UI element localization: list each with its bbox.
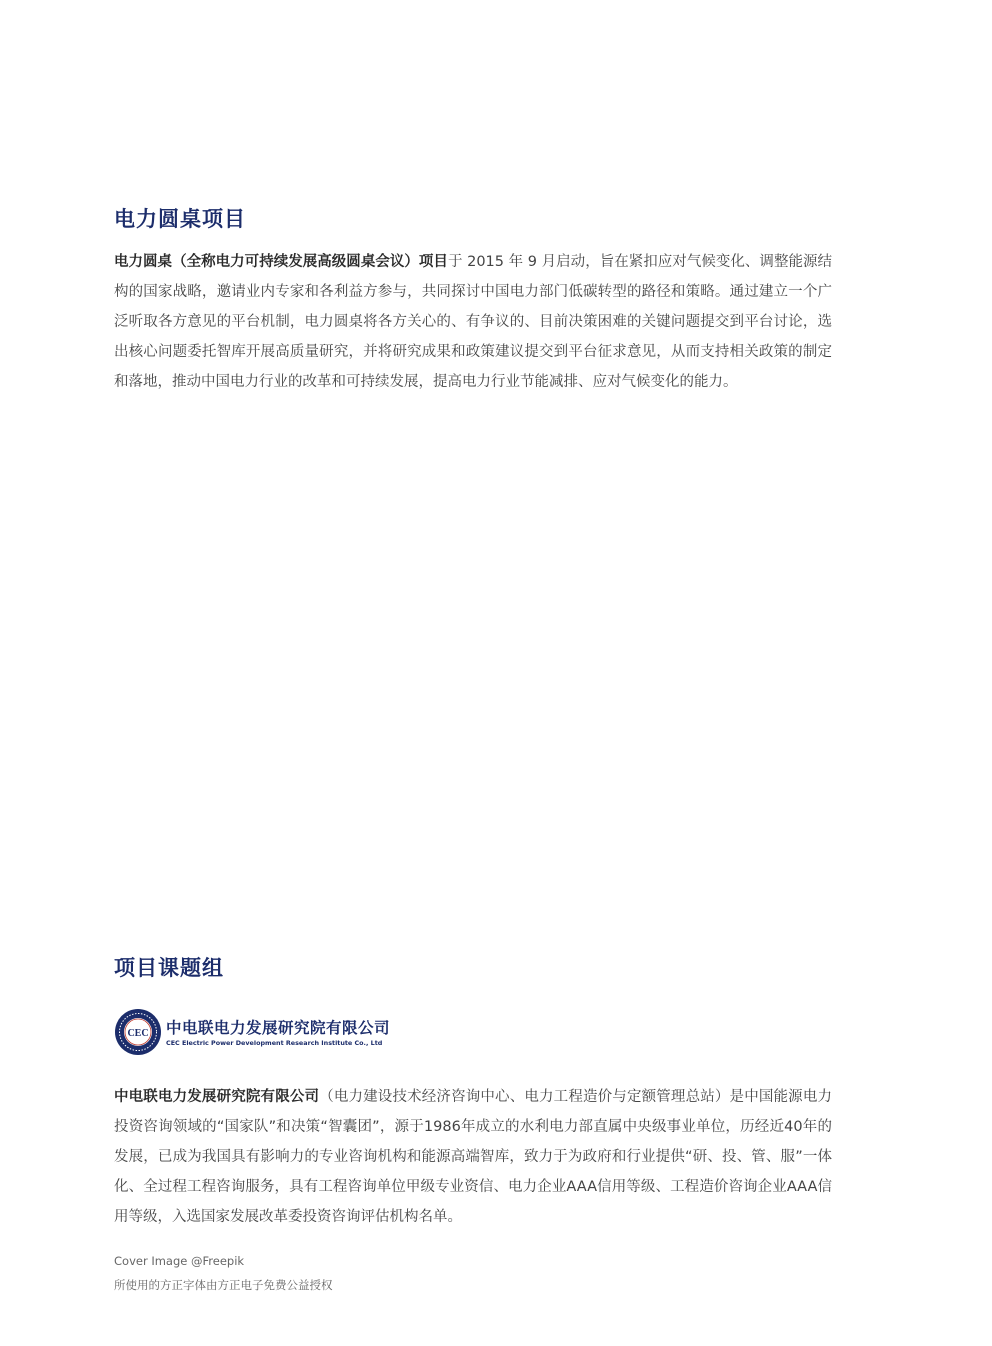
cec-logo: [114, 1008, 414, 1058]
institute-lead: 中电联电力发展研究院有限公司: [114, 1089, 320, 1105]
roundtable-lead: 电力圆桌（全称电力可持续发展高级圆桌会议）项目: [114, 254, 448, 270]
cover-image-credit: Cover Image @Freepik: [114, 1254, 245, 1268]
institute-body: （电力建设技术经济咨询中心、电力工程造价与定额管理总站）是中国能源电力投资咨询领域的“国家队”和决策“智囊团”，源于1986年成立的水利电力部直属中央级事业单位，历经近40年的发展，已成为我国具有影响力的专业咨询机构和能源高端智库，致力于为政府和行业提供“研、投、管、服”一体化、全过程工程咨询服务，具有工程咨询单位甲级专业资信、电力企业AAA信用等级、工程造价咨询企业AAA信用等级，入选国家发展改革委投资咨询评估机构名单。: [114, 1089, 832, 1225]
cec-seal-icon: [114, 1008, 162, 1056]
section-title-project-team: 项目课题组: [114, 956, 224, 980]
roundtable-description: [114, 247, 832, 397]
institute-description: [114, 1082, 832, 1232]
font-license-note: 所使用的方正字体由方正电子免费公益授权: [114, 1278, 333, 1292]
logo-name-cn: 中电联电力发展研究院有限公司: [166, 1019, 391, 1037]
section-title-roundtable: 电力圆桌项目: [114, 207, 246, 231]
roundtable-body: 于 2015 年 9 月启动，旨在紧扣应对气候变化、调整能源结构的国家战略，邀请业内专家和各利益方参与，共同探讨中国电力部门低碳转型的路径和策略。通过建立一个广泛听取各方意见的平台机制，电力圆桌将各方关心的、有争议的、目前决策困难的关键问题提交到平台讨论，选出核心问题委托智库开展高质量研究，并将研究成果和政策建议提交到平台征求意见，从而支持相关政策的制定和落地，推动中国电力行业的改革和可持续发展，提高电力行业节能减排、应对气候变化的能力。: [114, 254, 833, 390]
logo-name-en: CEC Electric Power Development Research Institute Co., Ltd: [166, 1039, 383, 1047]
svg-text:CEC: CEC: [127, 1028, 149, 1039]
